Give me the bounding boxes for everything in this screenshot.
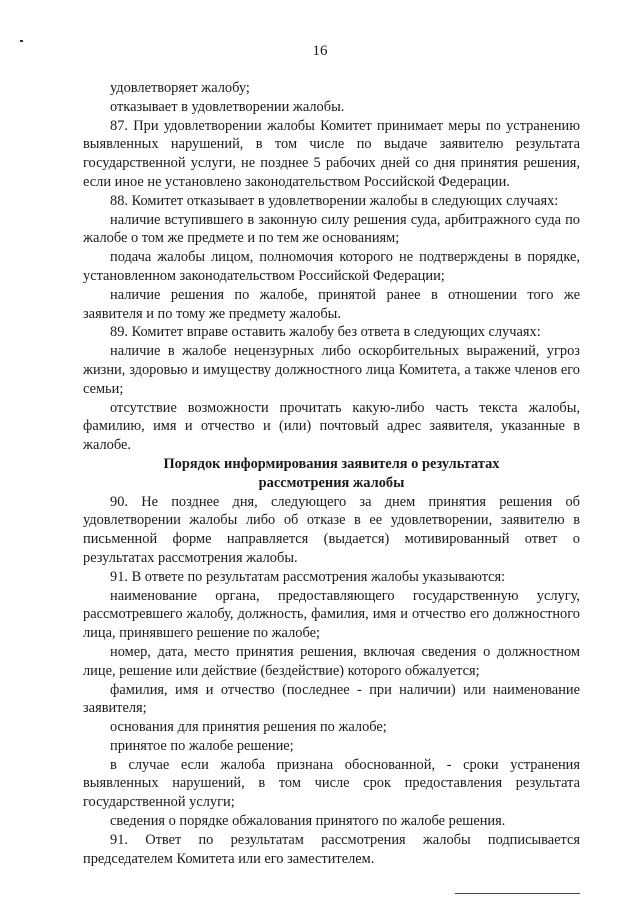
paragraph: номер, дата, место принятия решения, включая сведения о должностном лице, решение или действие (бездействие) которого обжалуется;	[83, 643, 580, 679]
paragraph: наличие решения по жалобе, принятой ранее в отношении того же заявителя и по тому же предмету жалобы.	[83, 286, 580, 322]
section-heading-line-1: Порядок информирования заявителя о результатах	[163, 455, 500, 472]
paragraph: в случае если жалоба признана обоснованной, - сроки устранения выявленных нарушений, в том числе срок предоставления результата государственной услуги;	[83, 756, 580, 811]
scan-mark	[20, 40, 23, 42]
document-body	[83, 79, 580, 868]
paragraph: сведения о порядке обжалования принятого по жалобе решения.	[110, 813, 506, 830]
footer-rule	[455, 893, 580, 894]
paragraph: 91. В ответе по результатам рассмотрения жалобы указываются:	[110, 568, 506, 585]
section-heading-line-2: рассмотрения жалобы	[258, 474, 405, 491]
paragraph: подача жалобы лицом, полномочия которого не подтверждены в порядке, установленном законодательством Российской Федерации;	[83, 249, 580, 284]
paragraph: фамилия, имя и отчество (последнее - при наличии) или наименование заявителя;	[83, 681, 580, 717]
paragraph: удовлетворяет жалобу;	[110, 80, 250, 96]
paragraph: 88. Комитет отказывает в удовлетворении жалобы в следующих случаях:	[110, 192, 559, 209]
paragraph: отсутствие возможности прочитать какую-либо часть текста жалобы, фамилию, имя и отчество и (или) почтовый адрес заявителя, указанные в жалобе.	[83, 399, 580, 454]
paragraph: основания для принятия решения по жалобе;	[110, 719, 387, 736]
paragraph: 90. Не позднее дня, следующего за днем принятия решения об удовлетворении жалобы либо об отказе в ее удовлетворении, заявителю в письменной форме направляется (выдается) мотивированный ответ о результатах рассмотрения жалобы.	[83, 493, 580, 566]
section-heading	[83, 455, 580, 493]
paragraph: наличие вступившего в законную силу решения суда, арбитражного суда по жалобе о том же предмете и по тем же основаниям;	[83, 211, 580, 247]
paragraph: 89. Комитет вправе оставить жалобу без ответа в следующих случаях:	[110, 324, 541, 341]
paragraph: наличие в жалобе нецензурных либо оскорбительных выражений, угроз жизни, здоровью и имуществу должностного лица Комитета, а также членов его семьи;	[83, 343, 580, 397]
paragraph: 87. При удовлетворении жалобы Комитет принимает меры по устранению выявленных нарушений, в том числе по выдаче заявителю результата государственной услуги, не позднее 5 рабочих дней со дня принятия решения, если иное не установлено законодательством Российской Федерации.	[83, 117, 580, 190]
paragraph: наименование органа, предоставляющего государственную услугу, рассмотревшего жалобу, должность, фамилия, имя и отчество его должностного лица, принявшего решение по жалобе;	[83, 587, 580, 642]
paragraph: 91. Ответ по результатам рассмотрения жалобы подписывается председателем Комитета или его заместителем.	[83, 831, 580, 867]
paragraph: отказывает в удовлетворении жалобы.	[110, 98, 345, 115]
page-number: 16	[312, 43, 328, 59]
paragraph: принятое по жалобе решение;	[110, 737, 294, 754]
